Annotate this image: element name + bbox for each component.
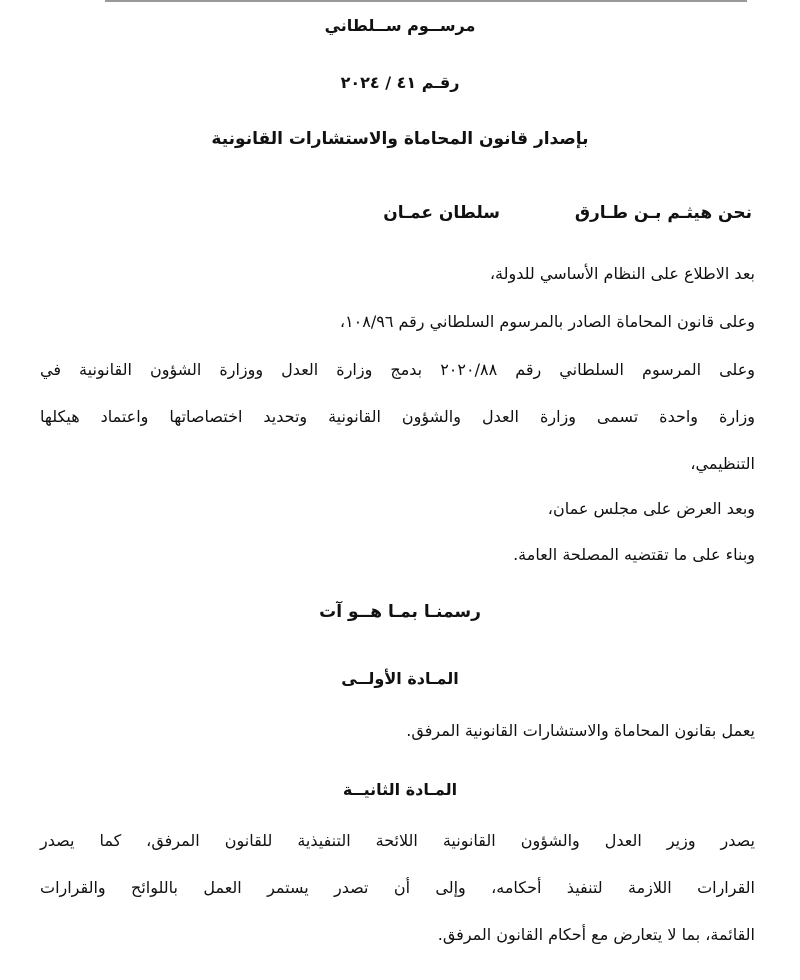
preamble-line: وزارة واحدة تسمى وزارة العدل والشؤون القانونية وتحديد اختصاصاتها واعتماد هيكلها <box>40 407 755 426</box>
decree-subject: بإصدار قانون المحاماة والاستشارات القانونية <box>211 129 589 149</box>
article-2-line: يصدر وزير العدل والشؤون القانونية اللائحة التنفيذية للقانون المرفق، كما يصدر <box>40 831 755 850</box>
article-1-text: يعمل بقانون المحاماة والاستشارات القانونية المرفق. <box>406 721 755 740</box>
decree-number: رقـم ٤١ / ٢٠٢٤ <box>340 73 460 92</box>
issuer-title: سلطان عمـان <box>383 203 500 223</box>
article-2-line: القائمة، بما لا يتعارض مع أحكام القانون المرفق. <box>437 925 755 944</box>
preamble-line: وبناء على ما تقتضيه المصلحة العامة. <box>513 545 755 564</box>
issuer-name: نحن هيثـم بـن طـارق <box>574 203 752 223</box>
article-1-title: المـادة الأولــى <box>341 669 459 688</box>
preamble-line: التنظيمي، <box>690 454 755 473</box>
article-2-line: القرارات اللازمة لتنفيذ أحكامه، وإلى أن تصدر يستمر العمل باللوائح والقرارات <box>40 878 755 897</box>
preamble-line: وعلى قانون المحاماة الصادر بالمرسوم السلطاني رقم ١٠٨/٩٦، <box>339 312 755 331</box>
decree-heading: مرســوم ســلطاني <box>324 16 476 35</box>
article-2-title: المـادة الثانيــة <box>342 780 458 799</box>
preamble-line: وبعد العرض على مجلس عمان، <box>547 499 755 518</box>
decreed-heading: رسمنـا بمـا هــو آت <box>319 602 481 622</box>
preamble-line: وعلى المرسوم السلطاني رقم ٢٠٢٠/٨٨ بدمج وزارة العدل ووزارة الشؤون القانونية في <box>40 360 756 379</box>
preamble-line: بعد الاطلاع على النظام الأساسي للدولة، <box>489 264 755 283</box>
